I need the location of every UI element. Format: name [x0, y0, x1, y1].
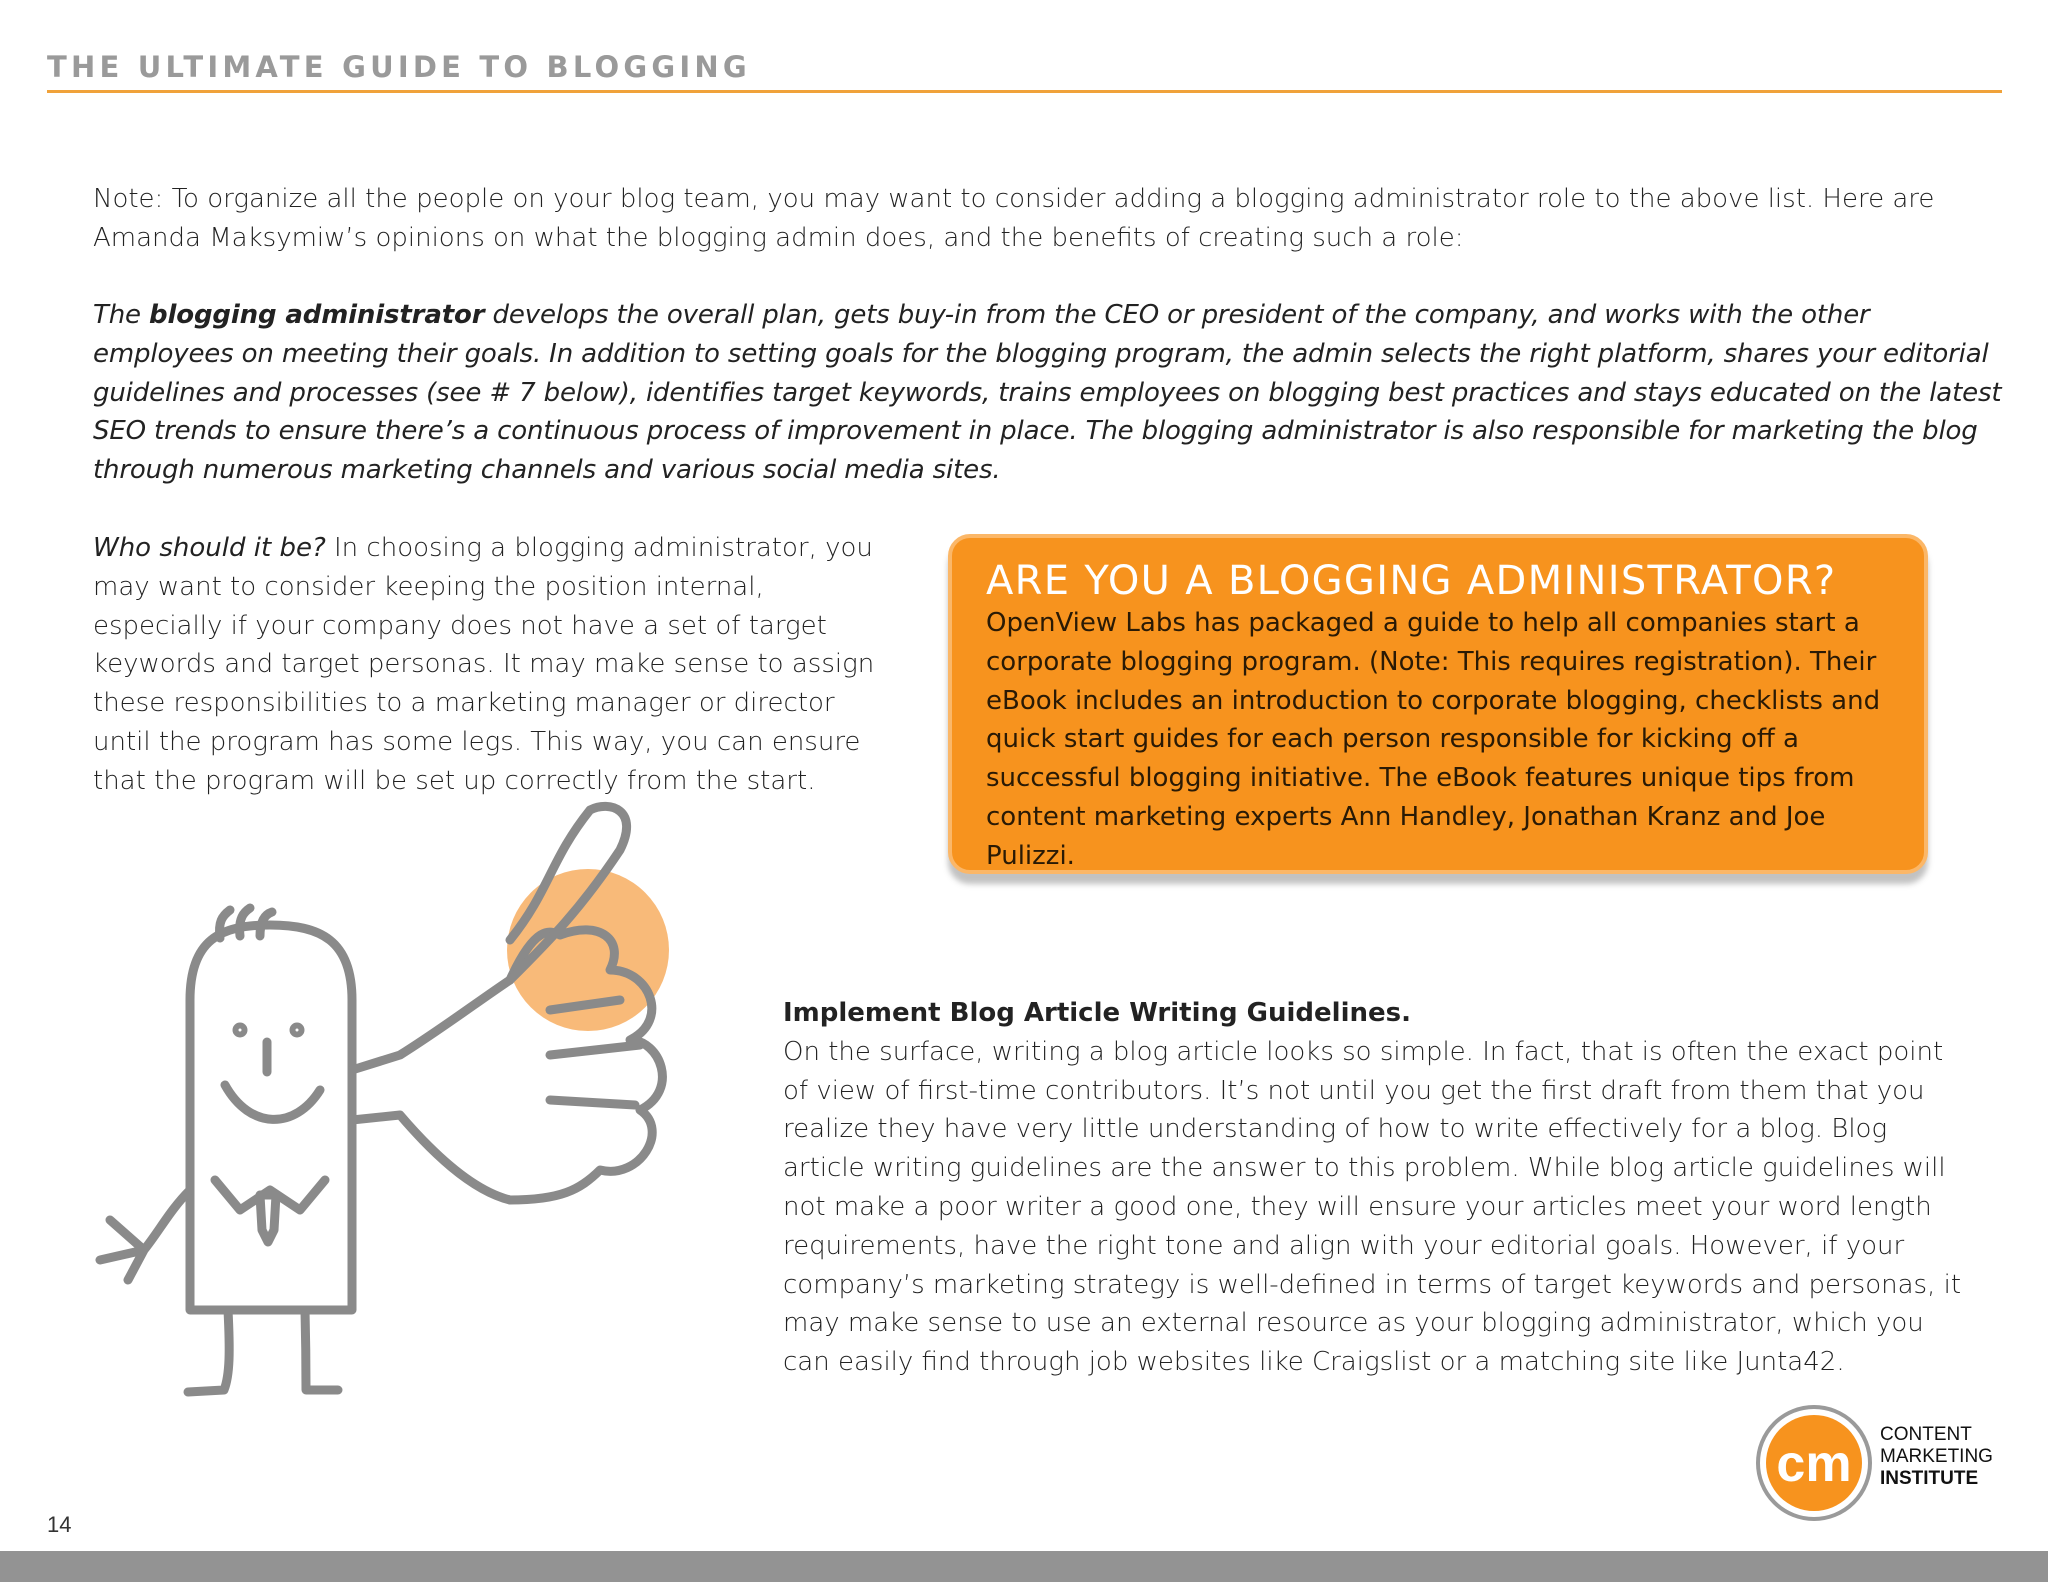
logo-wordmark — [1880, 1424, 1993, 1490]
header-title: THE ULTIMATE GUIDE TO BLOGGING — [47, 50, 751, 84]
implement-body: On the surface, writing a blog article looks so simple. In fact, that is often the exact point of view of first-time contributors. It’s not until you get the first draft from them that you realize they have very little understanding of how to write effectively for a blog. Blog article writing guidelines are the answer to this problem. While blog article guidelines will not make a poor writer a good one, they will ensure your articles meet your word length requirements, have the right tone and align with your editorial goals. However, if your company’s marketing strategy is well-defined in terms of target keywords and personas, it may make sense to use an external resource as your blogging administrator, which you can easily find through job websites like Craigslist or a matching site like Junta42. — [783, 1036, 1962, 1378]
implement-heading: Implement Blog Article Writing Guidelines. — [783, 998, 1411, 1028]
quote-rest: develops the overall plan, gets buy-in from the CEO or president of the company, and works with the other employees on meeting their goals. In addition to setting goals for the blogging program, the admin selects the right platform, shares your editorial guidelines and processes (see # 7 below), identifies target keywords, trains employees on blogging best practices and stays educated on the latest SEO trends to ensure there’s a continuous process of improvement in place. The blogging administrator is also responsible for marketing the blog through numerous marketing channels and various social media sites. — [93, 300, 2002, 486]
header-rule — [47, 90, 2002, 93]
callout-body: OpenView Labs has packaged a guide to help all companies start a corporate blogging program. (Note: This requires registration). Their eBook includes an introduction to corporate blogging, checklists and quick start guides for each person responsible for kicking off a successful blogging initiative. The eBook features unique tips from content marketing experts Ann Handley, Jonathan Kranz and Joe Pulizzi. — [986, 608, 1881, 871]
note-paragraph: Note: To organize all the people on your blog team, you may want to consider adding a blogging administrator role to the above list. Here are Amanda Maksymiw’s opinions on what the blogging admin does, and the benefits of creating such a role: — [93, 184, 1935, 253]
logo-line-institute: INSTITUTE — [1880, 1468, 1979, 1489]
cmi-logo-icon — [1754, 1403, 1874, 1523]
footer-bar — [0, 1551, 2048, 1582]
thumbs-up-figure-illustration — [80, 790, 760, 1410]
page-number: 14 — [47, 1512, 72, 1537]
logo-mark-text: cm — [1776, 1435, 1852, 1493]
quote-bold-term: blogging administrator — [149, 300, 485, 330]
callout-box — [948, 534, 1928, 874]
who-body: In choosing a blogging administrator, you may want to consider keeping the position internal, especially if your company does not have a set of target keywords and target personas. It may make sense to assign these responsibilities to a marketing manager or director until the program has some legs. This way, you can ensure that the program will be set up correctly from the start. — [93, 533, 875, 796]
callout-title: ARE YOU A BLOGGING ADMINISTRATOR? — [986, 558, 1837, 604]
who-question: Who should it be? — [93, 533, 326, 563]
quote-paragraph — [93, 296, 2003, 490]
quote-lead: The — [93, 300, 150, 330]
logo-line-marketing: MARKETING — [1880, 1446, 1993, 1467]
who-paragraph — [93, 529, 893, 801]
logo-line-content: CONTENT — [1880, 1424, 1972, 1445]
implement-section — [783, 994, 1963, 1382]
